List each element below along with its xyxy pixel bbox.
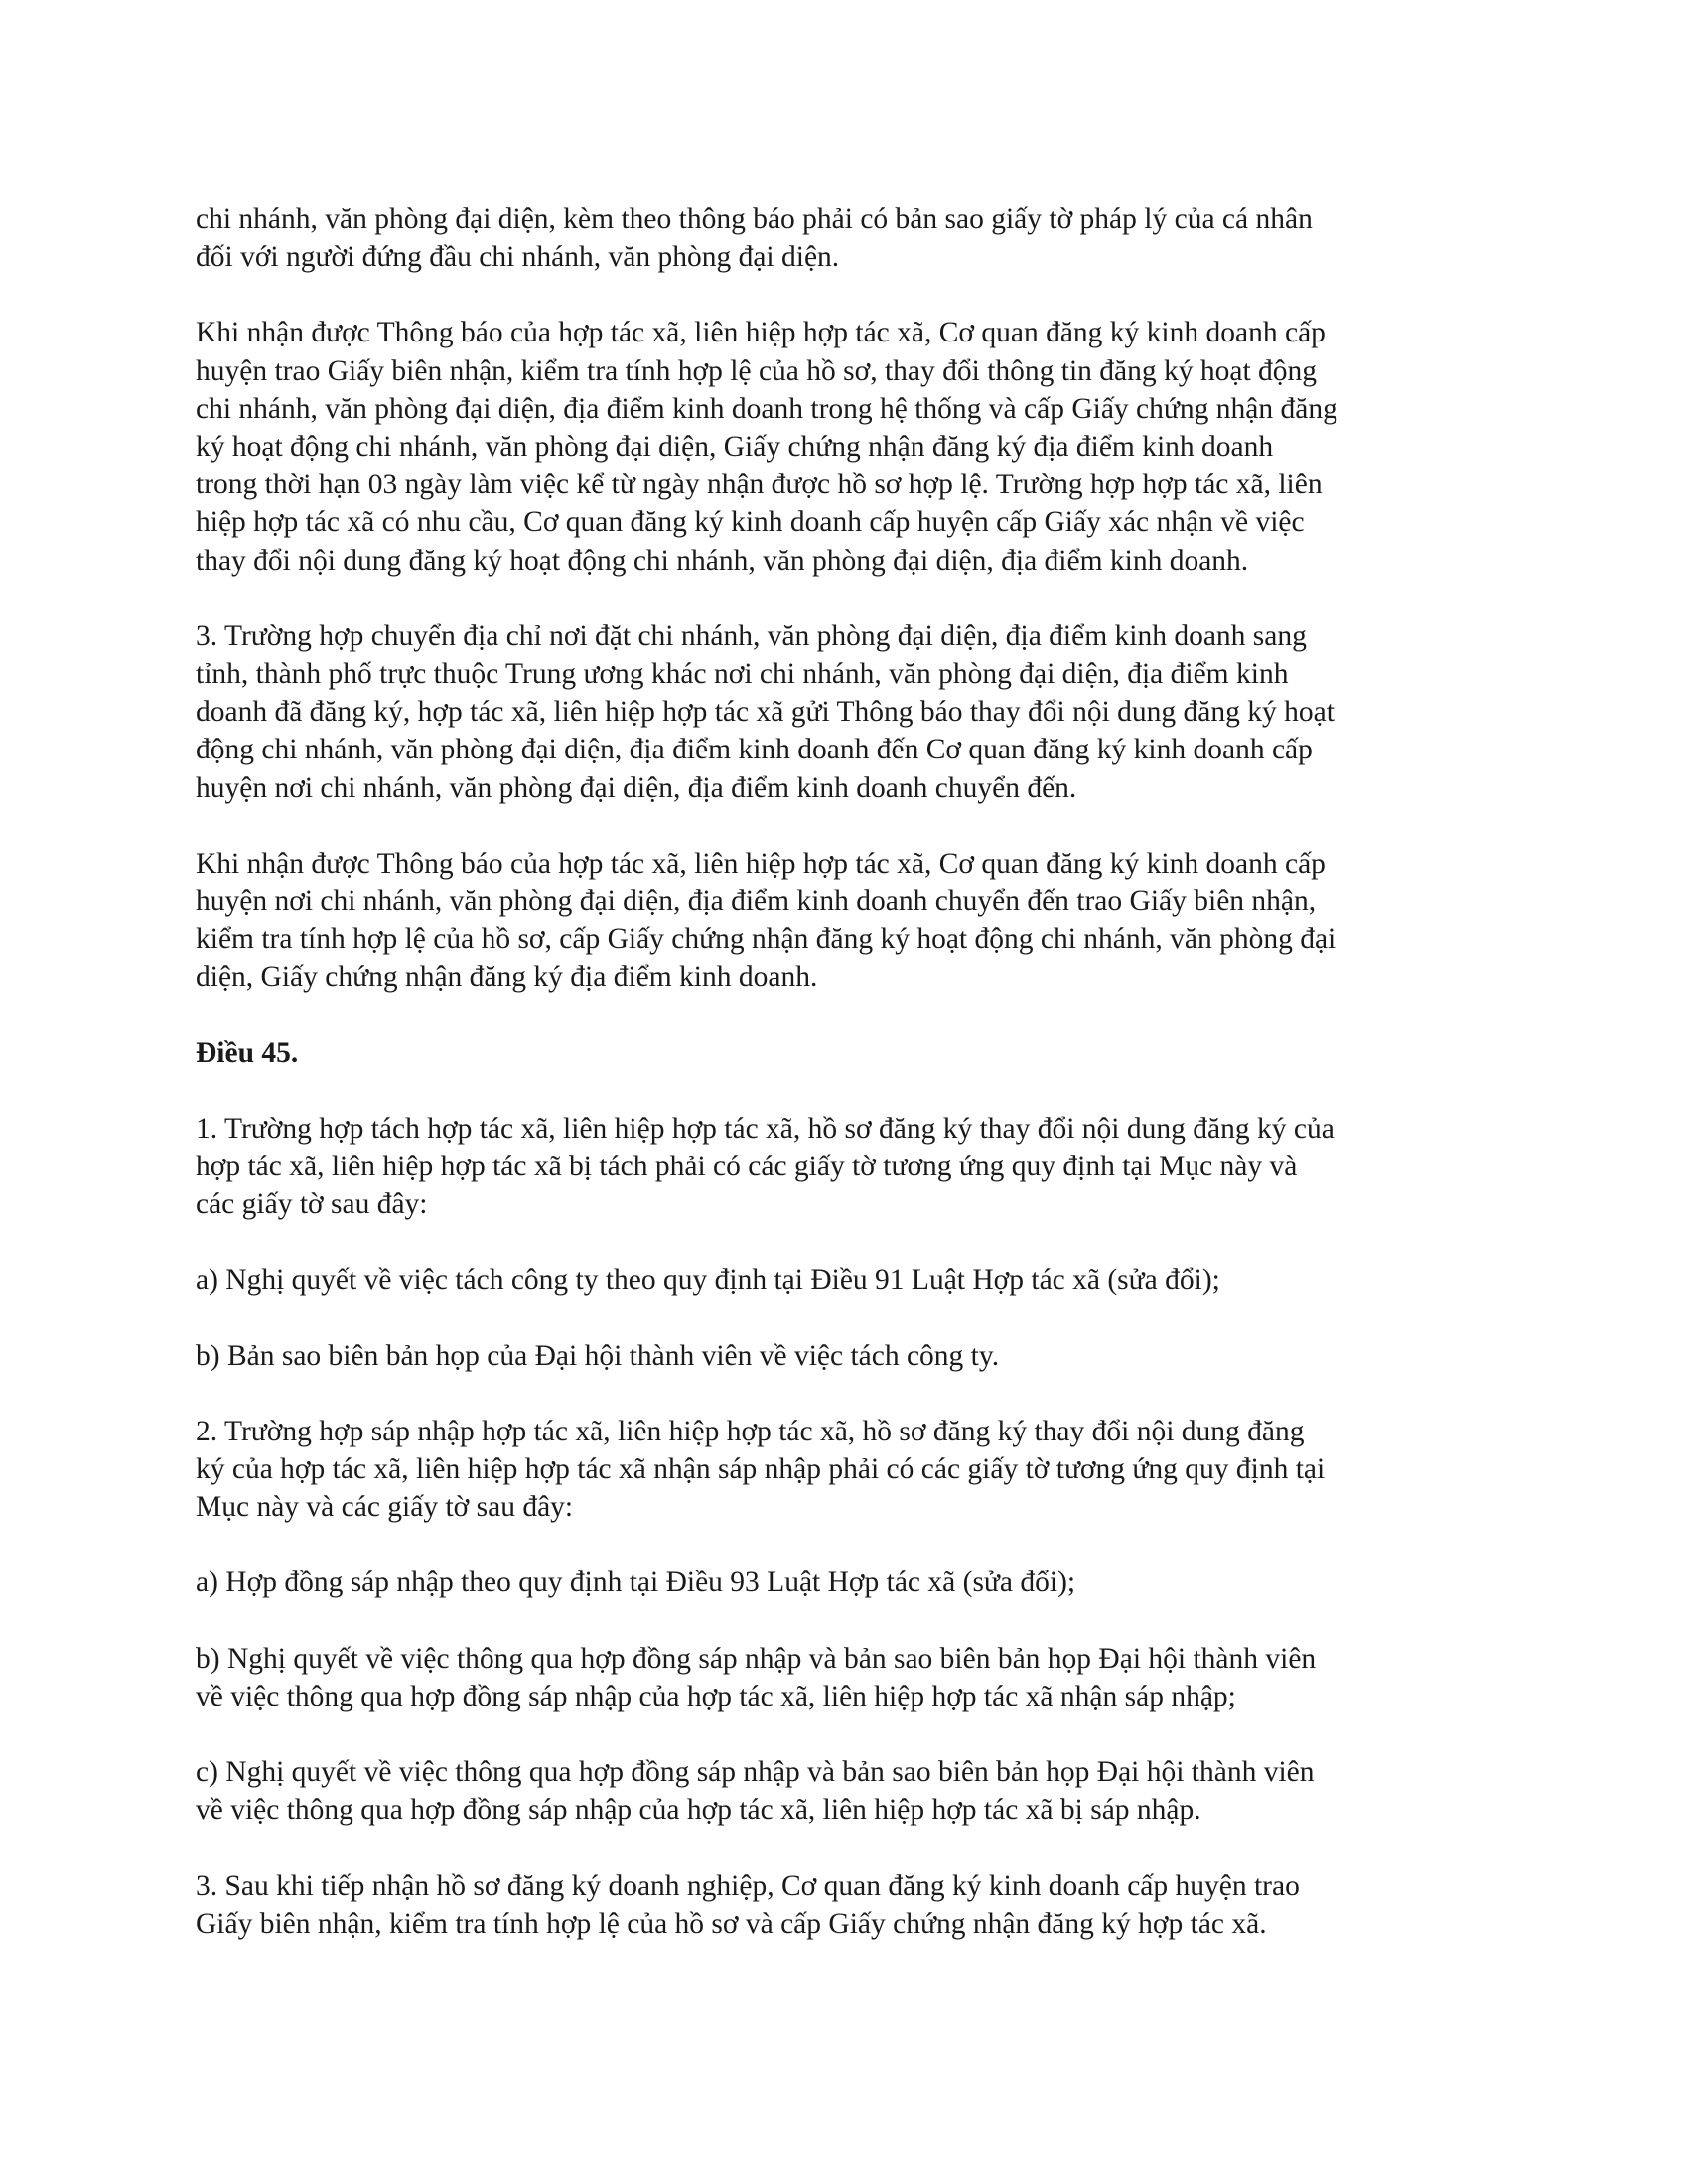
paragraph-relocation-receipt: Khi nhận được Thông báo của hợp tác xã, liên hiệp hợp tác xã, Cơ quan đăng ký kinh doanh cấp huyện nơi chi nhánh, văn phòng đại diện, địa điểm kinh doanh chuyển đến trao Giấy biên nhận, kiểm tra tính hợp lệ của hồ sơ, cấp Giấy chứng nhận đăng ký hoạt động chi nhánh, văn phòng đại diện, Giấy chứng nhận đăng ký địa điểm kinh doanh.: [196, 847, 1336, 994]
paragraph-clause-1-separation: 1. Trường hợp tách hợp tác xã, liên hiệp hợp tác xã, hồ sơ đăng ký thay đổi nội dung đăng ký của hợp tác xã, liên hiệp hợp tác xã bị tách phải có các giấy tờ tương ứng quy định tại Mục này và các giấy tờ sau đây:: [196, 1112, 1335, 1221]
paragraph-district-registration-process: Khi nhận được Thông báo của hợp tác xã, liên hiệp hợp tác xã, Cơ quan đăng ký kinh doanh cấp huyện trao Giấy biên nhận, kiểm tra tính hợp lệ của hồ sơ, thay đổi thông tin đăng ký hoạt động chi nhánh, văn phòng đại diện, địa điểm kinh doanh trong hệ thống và cấp Giấy chứng nhận đăng ký hoạt động chi nhánh, văn phòng đại diện, Giấy chứng nhận đăng ký địa điểm kinh doanh trong thời hạn 03 ngày làm việc kể từ ngày nhận được hồ sơ hợp lệ. Trường hợp hợp tác xã, liên hiệp hợp tác xã có nhu cầu, Cơ quan đăng ký kinh doanh cấp huyện cấp Giấy xác nhận về việc thay đổi nội dung đăng ký hoạt động chi nhánh, văn phòng đại diện, địa điểm kinh doanh.: [196, 317, 1337, 577]
paragraph-clause-3-relocation: 3. Trường hợp chuyển địa chỉ nơi đặt chi nhánh, văn phòng đại diện, địa điểm kinh doanh sang tỉnh, thành phố trực thuộc Trung ương khác nơi chi nhánh, văn phòng đại diện, địa điểm kinh doanh đã đăng ký, hợp tác xã, liên hiệp hợp tác xã gửi Thông báo thay đổi nội dung đăng ký hoạt động chi nhánh, văn phòng đại diện, địa điểm kinh doanh đến Cơ quan đăng ký kinh doanh cấp huyện nơi chi nhánh, văn phòng đại diện, địa điểm kinh doanh chuyển đến.: [196, 619, 1335, 804]
article-45-heading: Điều 45.: [196, 1036, 299, 1069]
paragraph-clause-1b: b) Bản sao biên bản họp của Đại hội thành viên về việc tách công ty.: [196, 1339, 1000, 1372]
paragraph-clause-2-merger: 2. Trường hợp sáp nhập hợp tác xã, liên hiệp hợp tác xã, hồ sơ đăng ký thay đổi nội dung đăng ký của hợp tác xã, liên hiệp hợp tác xã nhận sáp nhập phải có các giấy tờ tương ứng quy định tại Mục này và các giấy tờ sau đây:: [196, 1415, 1326, 1524]
paragraph-clause-2c: c) Nghị quyết về việc thông qua hợp đồng sáp nhập và bản sao biên bản họp Đại hội thành viên về việc thông qua hợp đồng sáp nhập của hợp tác xã, liên hiệp hợp tác xã bị sáp nhập.: [196, 1756, 1315, 1827]
paragraph-clause-3-certificate: 3. Sau khi tiếp nhận hồ sơ đăng ký doanh nghiệp, Cơ quan đăng ký kinh doanh cấp huyện trao Giấy biên nhận, kiểm tra tính hợp lệ của hồ sơ và cấp Giấy chứng nhận đăng ký hợp tác xã.: [196, 1869, 1300, 1940]
paragraph-clause-2b: b) Nghị quyết về việc thông qua hợp đồng sáp nhập và bản sao biên bản họp Đại hội thành viên về việc thông qua hợp đồng sáp nhập của hợp tác xã, liên hiệp hợp tác xã nhận sáp nhập;: [196, 1642, 1317, 1712]
document-body: [196, 201, 1496, 1980]
paragraph-clause-1a: a) Nghị quyết về việc tách công ty theo quy định tại Điều 91 Luật Hợp tác xã (sửa đổi);: [196, 1264, 1220, 1297]
paragraph-branch-notice-continuation: chi nhánh, văn phòng đại diện, kèm theo thông báo phải có bản sao giấy tờ pháp lý của cá nhân đối với người đứng đầu chi nhánh, văn phòng đại diện.: [196, 204, 1313, 274]
paragraph-clause-2a: a) Hợp đồng sáp nhập theo quy định tại Điều 93 Luật Hợp tác xã (sửa đổi);: [196, 1567, 1076, 1599]
